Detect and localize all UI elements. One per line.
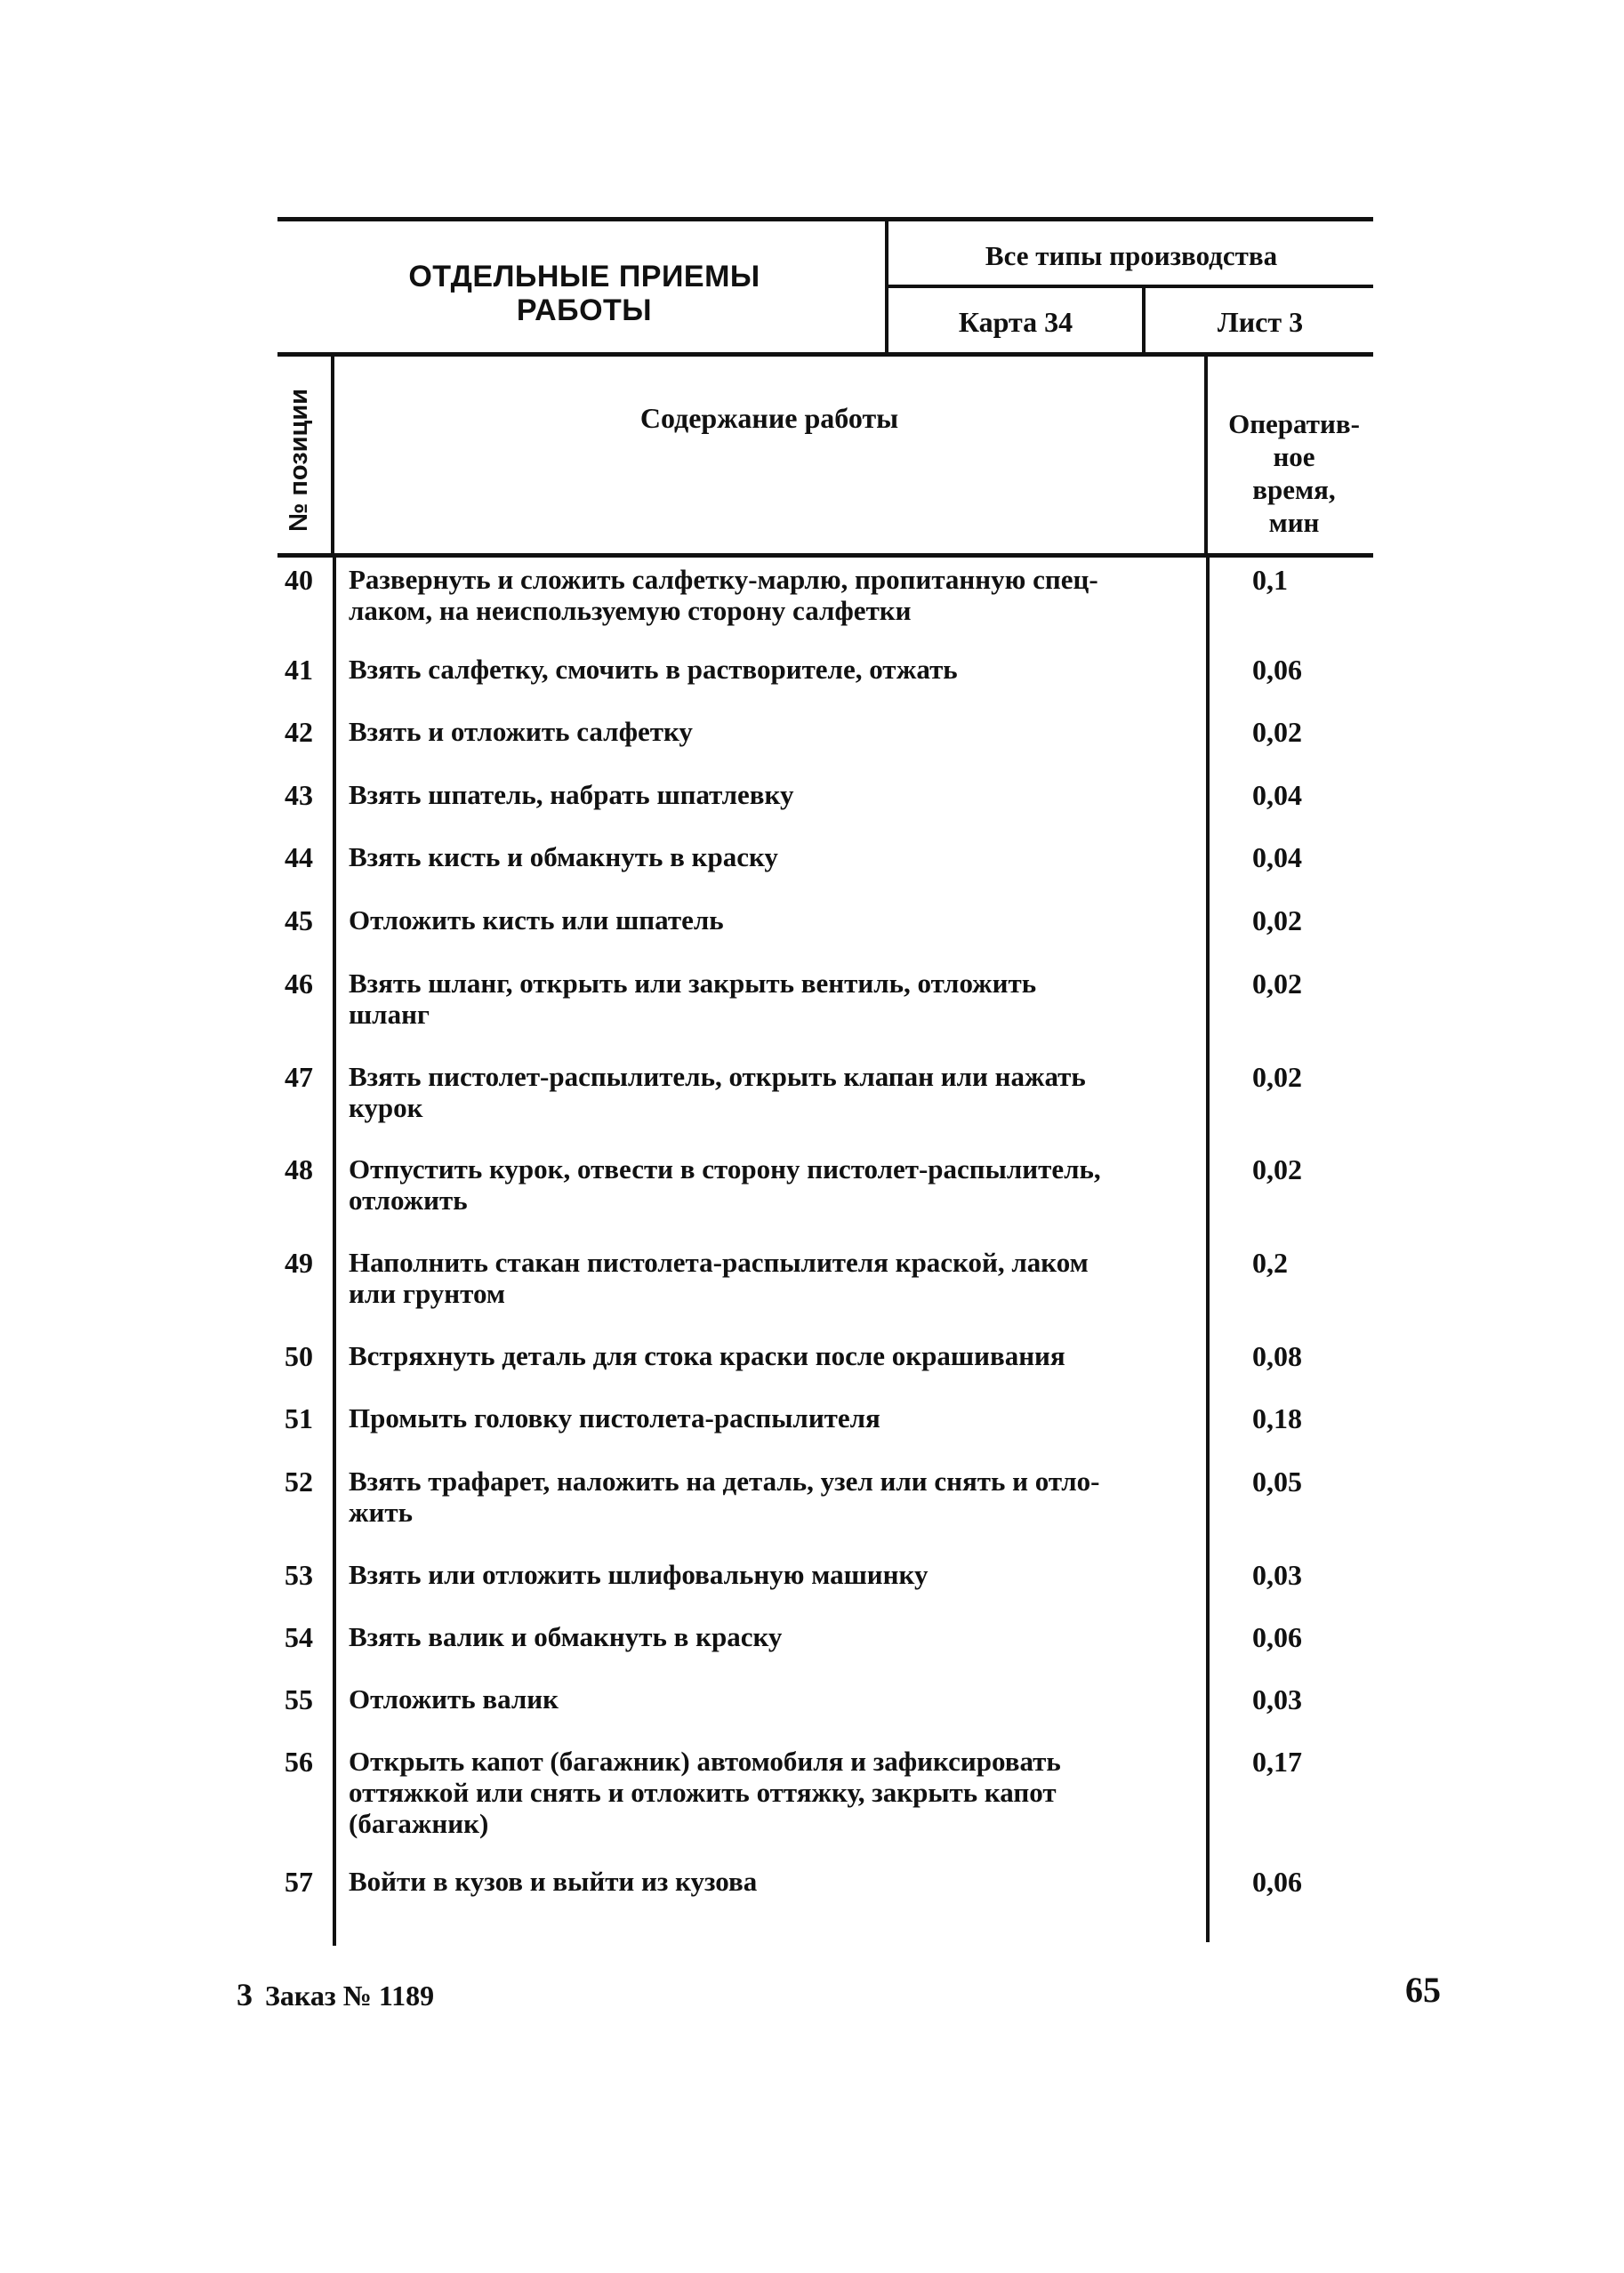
column-header-divider-2 [1204, 354, 1208, 557]
row-work-content: Развернуть и сложить салфетку-марлю, пропитанную спец- лаком, на неиспользуемую сторону салфетки [349, 564, 1098, 626]
row-work-content: Взять и отложить салфетку [349, 716, 693, 747]
row-operative-time: 0,03 [1252, 1683, 1302, 1715]
row-position-number: 44 [285, 841, 313, 873]
row-operative-time: 0,1 [1252, 564, 1288, 596]
row-position-number: 53 [285, 1559, 313, 1591]
page-number: 65 [1405, 1970, 1441, 2010]
row-operative-time: 0,04 [1252, 779, 1302, 811]
row-work-content: Взять валик и обмакнуть в краску [349, 1621, 783, 1652]
row-operative-time: 0,05 [1252, 1466, 1302, 1498]
column-header-position [272, 381, 326, 539]
footer-sheet-mark: 3 [237, 1977, 253, 2012]
table-body-divider-1 [333, 557, 336, 1946]
row-work-content: Отпустить курок, отвести в сторону пистолет-распылитель, отложить [349, 1153, 1101, 1216]
row-position-number: 56 [285, 1746, 313, 1778]
row-operative-time: 0,18 [1252, 1402, 1302, 1434]
row-position-number: 40 [285, 564, 313, 596]
row-position-number: 46 [285, 968, 313, 1000]
row-work-content: Отложить кисть или шпатель [349, 904, 724, 936]
row-position-number: 51 [285, 1402, 313, 1434]
row-work-content: Взять шланг, открыть или закрыть вентиль, отложить шланг [349, 968, 1037, 1030]
row-operative-time: 0,02 [1252, 968, 1302, 1000]
row-work-content: Открыть капот (багажник) автомобиля и зафиксировать оттяжкой или снять и отложить оттяжку, закрыть капот (багажник) [349, 1746, 1061, 1839]
section-title-line-2: РАБОТЫ [516, 293, 653, 327]
column-header-divider-1 [331, 354, 334, 557]
row-work-content: Взять салфетку, смочить в растворителе, отжать [349, 654, 958, 685]
row-work-content: Встряхнуть деталь для стока краски после окрашивания [349, 1340, 1065, 1371]
row-work-content: Отложить валик [349, 1683, 559, 1715]
column-header-content: Содержание работы [639, 402, 899, 434]
footer-order-number: Заказ № 1189 [265, 1980, 435, 2012]
row-operative-time: 0,06 [1252, 1621, 1302, 1653]
row-operative-time: 0,03 [1252, 1559, 1302, 1591]
row-position-number: 47 [285, 1061, 313, 1093]
row-operative-time: 0,06 [1252, 654, 1302, 686]
row-position-number: 48 [285, 1153, 313, 1185]
row-operative-time: 0,02 [1252, 716, 1302, 748]
row-position-number: 43 [285, 779, 313, 811]
column-header-time: Оператив- ное время, мин [1228, 408, 1360, 538]
row-operative-time: 0,08 [1252, 1340, 1302, 1372]
row-position-number: 49 [285, 1247, 313, 1279]
row-operative-time: 0,17 [1252, 1746, 1302, 1778]
card-number: Карта 34 [958, 306, 1073, 338]
section-title [277, 260, 891, 327]
row-position-number: 52 [285, 1466, 313, 1498]
row-operative-time: 0,04 [1252, 841, 1302, 873]
row-position-number: 45 [285, 904, 313, 936]
row-position-number: 41 [285, 654, 313, 686]
row-work-content: Взять кисть и обмакнуть в краску [349, 841, 778, 872]
header-top-rule [277, 217, 1373, 221]
row-work-content: Взять или отложить шлифовальную машинку [349, 1559, 929, 1590]
row-operative-time: 0,02 [1252, 904, 1302, 936]
row-position-number: 55 [285, 1683, 313, 1715]
row-position-number: 50 [285, 1340, 313, 1372]
row-operative-time: 0,02 [1252, 1153, 1302, 1185]
row-work-content: Взять пистолет-распылитель, открыть клапан или нажать курок [349, 1061, 1086, 1123]
row-operative-time: 0,02 [1252, 1061, 1302, 1093]
sheet-number: Лист 3 [1217, 306, 1304, 338]
row-work-content: Взять шпатель, набрать шпатлевку [349, 779, 794, 810]
table-body-divider-2 [1206, 557, 1210, 1942]
row-position-number: 54 [285, 1621, 313, 1653]
row-operative-time: 0,2 [1252, 1247, 1288, 1279]
production-type: Все типы производства [985, 240, 1278, 271]
header-mid-rule [885, 285, 1373, 288]
row-work-content: Наполнить стакан пистолета-распылителя краской, лаком или грунтом [349, 1247, 1089, 1309]
row-operative-time: 0,06 [1252, 1866, 1302, 1898]
row-position-number: 42 [285, 716, 313, 748]
footer-order [237, 1976, 434, 2013]
section-title-line-1: ОТДЕЛЬНЫЕ ПРИЕМЫ [408, 260, 760, 293]
column-header-position-label: № позиции [284, 388, 313, 532]
row-work-content: Взять трафарет, наложить на деталь, узел или снять и отло- жить [349, 1466, 1100, 1528]
row-work-content: Промыть головку пистолета-распылителя [349, 1402, 880, 1434]
header-card-divider [1142, 286, 1146, 352]
row-work-content: Войти в кузов и выйти из кузова [349, 1866, 758, 1897]
row-position-number: 57 [285, 1866, 313, 1898]
header-bottom-rule [277, 352, 1373, 357]
